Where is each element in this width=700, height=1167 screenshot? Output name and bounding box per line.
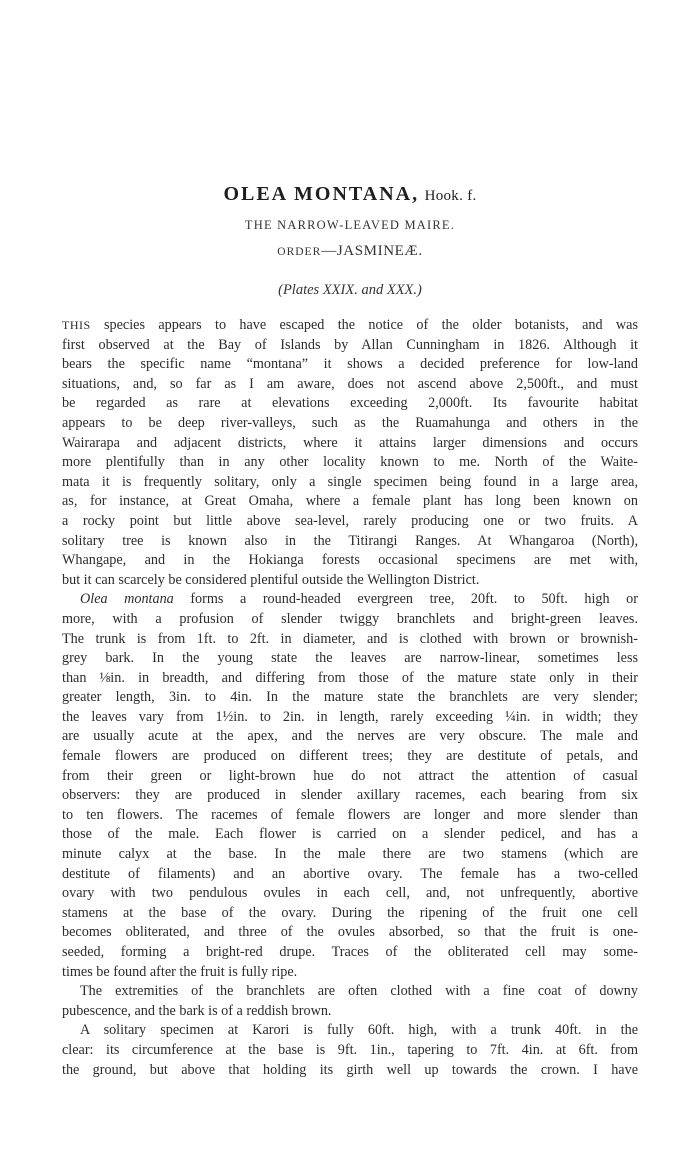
paragraph-3: The extremities of the branchlets are often clothed with a fine coat of downy pubescence, and the bark is of a reddish brown. <box>62 983 638 1019</box>
first-word: THIS <box>62 318 91 332</box>
order-name: JASMINEÆ. <box>336 243 423 259</box>
species-title <box>0 183 700 206</box>
paragraph-4: A solitary specimen at Karori is fully 60ft. high, with a trunk 40ft. in the clear: its circumference at the base is 9ft. 1in., tapering to 7ft. 4in. at 6ft. from the ground, but above that holding its girth well up towards the crown. I have <box>62 1022 638 1078</box>
paragraph-1: THIS species appears to have escaped the notice of the older botanists, and was first observed at the Bay of Islands by Allan Cunningham in 1826. Although it bears the specific name “montana” it shows a decided preference for low-land situations, and, so far as I am aware, does not ascend above 2,500ft., and must be regarded as rare at elevations exceeding 2,000ft. Its favourite habitat appears to be deep river-valleys, such as the Ruamahunga and others in the Wairarapa and adjacent districts, where it attains larger dimensions and occurs more plentifully than in any other locality known to me. North of the Waite- mata it is frequently solitary, only a single specimen being found in a large area, as, for instance, at Great Omaha, where a female plant has long been known on a rocky point but little above sea-level, rarely producing one or two fruits. A solitary tree is known also in the Titirangi Ranges. At Whangaroa (North), Whangape, and in the Hokianga forests occasional specimens are met with, but it can scarcely be considered plentiful outside the Wellington District. <box>62 317 638 588</box>
order-label: ORDER <box>277 246 322 258</box>
species-name: OLEA MONTANA, <box>223 183 420 205</box>
species-authority: Hook. f. <box>424 188 477 204</box>
species-italic: Olea montana <box>80 591 174 608</box>
plates-reference: (Plates XXIX. and XXX.) <box>278 282 422 298</box>
body-text <box>62 316 638 1080</box>
order-dash: — <box>321 243 337 259</box>
paragraph-2: Olea montana forms a round-headed evergreen tree, 20ft. to 50ft. high or more, with a profusion of slender twiggy branchlets and bright-green leaves. The trunk is from 1ft. to 2ft. in diameter, and is clothed with brown or brownish- grey bark. In the young state the leaves are narrow-linear, sometimes less than ⅛in. in breadth, and differing from those of the mature state only in their greater length, 3in. to 4in. In the mature state the branchlets are very slender; the leaves vary from 1½in. to 2in. in length, rarely exceeding ¼in. in width; they are usually acute at the apex, and the nerves are very obscure. The male and female flowers are produced on different trees; they are destitute of petals, and from their green or light-brown hue do not attract the attention of casual observers: they are produced in slender axillary racemes, each bearing from six to ten flowers. The racemes of female flowers are longer and more slender than those of the male. Each flower is carried on a slender pedicel, and has a minute calyx at the base. In the male there are two stamens (which are destitute of filaments) and an abortive ovary. The female has a two-celled ovary with two pendulous ovules in each cell, and, not unfrequently, abortive stamens at the base of the ovary. During the ripening of the fruit one cell becomes obliterated, and three of the ovules absorbed, so that the fruit is one- seeded, forming a bright-red drupe. Traces of the obliterated cell may some- times be found after the fruit is fully ripe. <box>62 591 638 980</box>
order-line <box>0 243 700 260</box>
common-name: THE NARROW-LEAVED MAIRE. <box>244 218 456 232</box>
